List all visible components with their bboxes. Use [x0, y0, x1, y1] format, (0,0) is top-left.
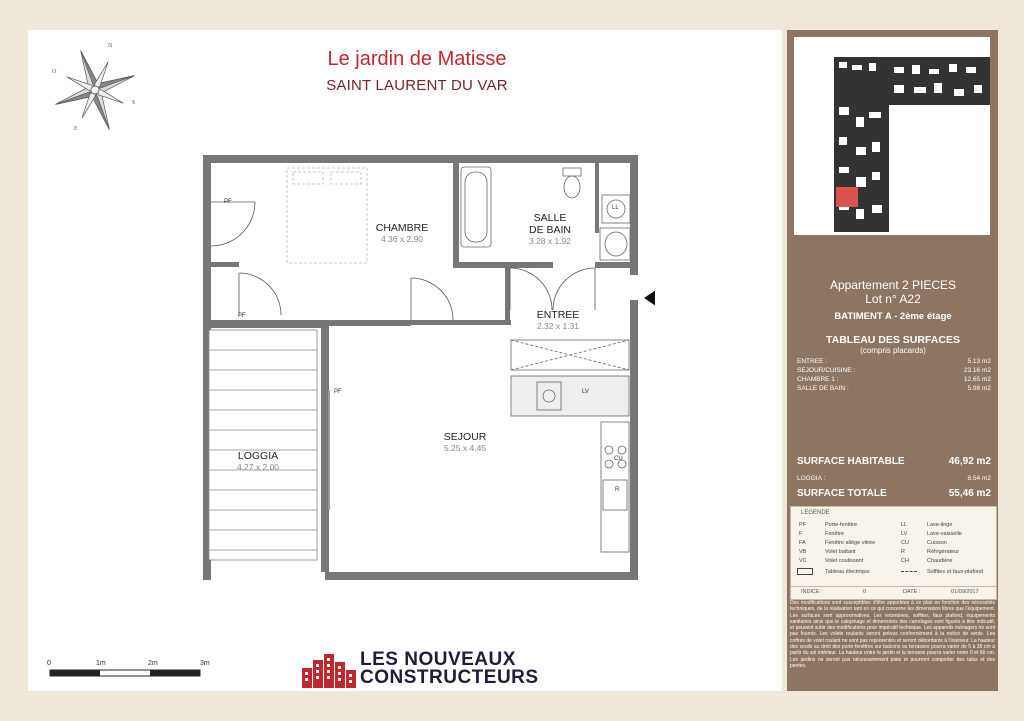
legend-text: Soffites et faux-plafond — [927, 569, 984, 575]
legend-title: LEGENDE — [801, 510, 830, 516]
legend-text: Réfrigérateur — [927, 549, 960, 555]
room-sdb-name: SALLE — [533, 212, 567, 224]
brand-line-1: LES NOUVEAUX — [360, 649, 516, 670]
site-plan-thumbnail — [794, 37, 990, 235]
room-entree-name: ENTREE — [536, 309, 580, 321]
legend-text: Volet battant — [825, 549, 856, 555]
r-label: R — [615, 487, 620, 493]
room-chambre-name: CHAMBRE — [375, 222, 429, 234]
legend-text: Fenêtre allège vitrée — [825, 540, 876, 546]
brand-line-2: CONSTRUCTEURS — [360, 667, 539, 688]
cu-label: CU — [614, 456, 623, 462]
surface-row — [797, 385, 991, 392]
compass-n-label: N — [108, 43, 113, 49]
room-loggia-name: LOGGIA — [237, 450, 279, 462]
legend-code: VC — [799, 558, 807, 564]
surface-row-label: CHAMBRE 1 : — [797, 376, 839, 383]
surface-row-label: ENTREE : — [797, 358, 827, 365]
room-loggia-dim: 4.27 x 2.00 — [236, 462, 280, 472]
legend-code: CU — [901, 540, 909, 546]
indice-value: 0 — [863, 589, 867, 595]
pf-label-3: PF — [334, 389, 342, 395]
site-plan-icon — [794, 37, 990, 235]
room-sejour — [420, 431, 510, 453]
brand-logo-icon — [302, 650, 356, 688]
surface-row — [797, 376, 991, 383]
surface-loggia-label: LOGGIA : — [797, 475, 826, 482]
legend-text: Chaudière — [927, 558, 953, 564]
surface-totale — [797, 488, 991, 499]
indice-bar — [790, 586, 997, 600]
disclaimer-text: Des modifications sont susceptibles d'être apportées à ce plan en fonction des nécessités techniques, de la réalisation tant en ce qui concerne les dimensions libres que l'équipement. Les surfaces sont approximatives. Les retombées, soffites, faux plafond, équipements sanitaires ainsi que le calepinage et dimensions des carrelages sont figurés à titre indicatif, et peuvent subir des modifications pour impératif technique. Les appareils ménagers ne sont pas fournis. Les volets roulants seront prévus conformément à la notice de vente. Les coffres de volet roulant ne sont pas représentés et seront débordants à l'intérieur. La hauteur des seuils au droit des porte-fenêtres sur balcons ou terrasses pourra varier de 5 à 35 cm à partir du sol intérieur. La hauteur entre le jardin et la terrasse pourra varier entre 0 et 60 cm. Les jardins ne seront pas nécessairement plats et pourront comporter des talus et des pentes. — [790, 600, 995, 669]
surface-totale-label: SURFACE TOTALE — [797, 488, 887, 499]
compass-s-label: S — [132, 100, 136, 106]
room-chambre — [352, 222, 452, 244]
legend-text: Fenêtre — [825, 531, 844, 537]
surface-row-label: SEJOUR/CUISINE : — [797, 367, 856, 374]
pf-label-1: PF — [224, 199, 232, 205]
room-loggia — [213, 450, 303, 472]
legend-text: Porte-fenêtre — [825, 522, 858, 528]
room-sdb — [505, 212, 595, 246]
ll-label: LL — [612, 205, 619, 211]
legend-text: Cuisson — [927, 540, 947, 546]
indice-label: INDICE : — [801, 589, 823, 595]
surface-loggia — [797, 475, 991, 482]
room-entree-dim: 2.32 x 1.31 — [536, 321, 580, 331]
legend-code: LV — [901, 531, 908, 537]
apartment-type: Appartement 2 PIECES — [829, 278, 957, 292]
scale-0: 0 — [47, 660, 51, 667]
room-sdb-name2: DE BAIN — [528, 224, 571, 236]
surface-totale-value: 55,46 m2 — [948, 488, 991, 499]
surface-habitable — [797, 456, 991, 467]
legend-code: FA — [799, 540, 806, 546]
project-title: Le jardin de Matisse — [327, 48, 507, 70]
surface-row-label: SALLE DE BAIN : — [797, 385, 849, 392]
scale-1m: 1m — [96, 660, 106, 667]
surface-row-value: 12.65 m2 — [963, 376, 991, 383]
scale-bar — [45, 665, 215, 685]
legend-text: Lave-linge — [927, 522, 953, 528]
electric-panel-icon — [797, 568, 813, 575]
scale-2m: 2m — [148, 660, 158, 667]
surfaces-table-subtitle: (compris placards) — [860, 346, 926, 355]
room-entree — [518, 309, 598, 331]
room-sdb-dim: 3.28 x 1.92 — [528, 236, 572, 246]
pf-label-2: PF — [238, 313, 246, 319]
compass-e-label: E — [74, 126, 78, 132]
legend-text: Volet coulissant — [825, 558, 864, 564]
date-value: 01/09/2017 — [951, 589, 979, 595]
lv-label: LV — [582, 389, 589, 395]
legend-code: CH — [901, 558, 909, 564]
legend-code: F — [799, 531, 803, 537]
project-city: SAINT LAURENT DU VAR — [326, 77, 508, 94]
surface-row — [797, 358, 991, 365]
compass-w-label: O — [52, 69, 57, 75]
date-label: DATE : — [903, 589, 921, 595]
surface-row-value: 23.16 m2 — [963, 367, 991, 374]
room-sejour-dim: 5.25 x 4.45 — [443, 443, 487, 453]
surface-row — [797, 367, 991, 374]
legend-code: PF — [799, 522, 807, 528]
room-sejour-name: SEJOUR — [443, 431, 487, 443]
legend-code: R — [901, 549, 905, 555]
surfaces-table-title: TABLEAU DES SURFACES — [826, 334, 960, 346]
legend-code: VB — [799, 549, 807, 555]
surface-loggia-value: 8.54 m2 — [967, 475, 991, 482]
compass-rose-icon — [40, 38, 150, 138]
surface-habitable-value: 46,92 m2 — [948, 456, 991, 467]
room-chambre-dim: 4.36 x 2.90 — [380, 234, 424, 244]
apartment-lot: Lot n° A22 — [865, 292, 921, 306]
legend-text: Lave-vaisselle — [927, 531, 962, 537]
soffit-icon — [901, 571, 917, 572]
surface-row-value: 5.98 m2 — [967, 385, 991, 392]
apartment-building: BATIMENT A - 2ème étage — [834, 311, 952, 322]
legend — [790, 506, 997, 588]
surface-row-value: 5.13 m2 — [967, 358, 991, 365]
legend-text: Tableau électrique — [825, 569, 870, 575]
surface-habitable-label: SURFACE HABITABLE — [797, 456, 905, 467]
legend-code: LL — [901, 522, 908, 528]
scale-3m: 3m — [200, 660, 210, 667]
